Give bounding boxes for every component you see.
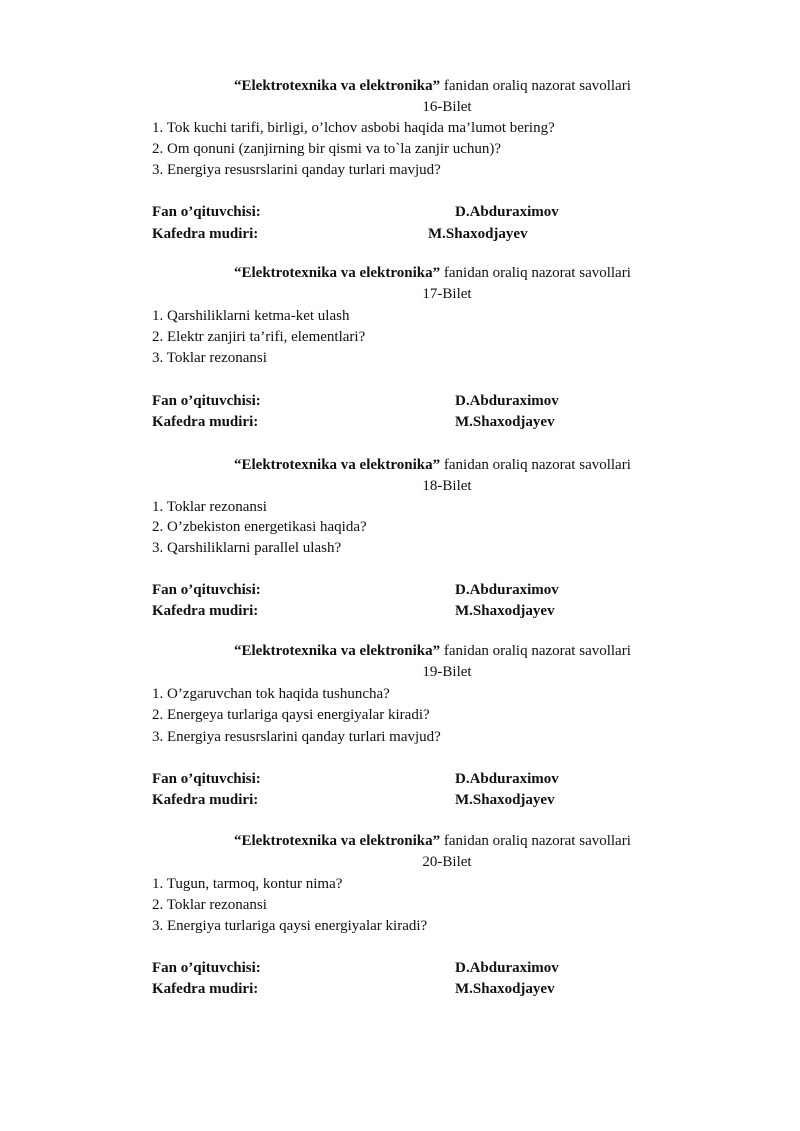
- teacher-label: Fan o’qituvchisi:: [152, 771, 261, 787]
- ticket-heading: [234, 641, 631, 662]
- subject-title: “Elektrotexnika va elektronika”: [234, 643, 441, 659]
- head-label: Kafedra mudiri:: [152, 981, 259, 997]
- ticket-heading: [234, 76, 631, 97]
- question-3: 3. Toklar rezonansi: [152, 350, 267, 366]
- teacher-label: Fan o’qituvchisi:: [152, 393, 261, 409]
- teacher-name: D.Abduraximov: [455, 393, 559, 409]
- heading-rest: fanidan oraliq nazorat savollari: [440, 457, 631, 473]
- heading-rest: fanidan oraliq nazorat savollari: [440, 643, 631, 659]
- question-3: 3. Energiya resusrslarini qanday turlari mavjud?: [152, 729, 441, 745]
- head-name: M.Shaxodjayev: [455, 414, 555, 430]
- question-3: 3. Energiya resusrslarini qanday turlari mavjud?: [152, 162, 441, 178]
- teacher-label: Fan o’qituvchisi:: [152, 960, 261, 976]
- heading-rest: fanidan oraliq nazorat savollari: [440, 78, 631, 94]
- heading-rest: fanidan oraliq nazorat savollari: [440, 265, 631, 281]
- subject-title: “Elektrotexnika va elektronika”: [234, 833, 441, 849]
- head-label: Kafedra mudiri:: [152, 226, 259, 242]
- question-1: 1. Tok kuchi tarifi, birligi, o’lchov asbobi haqida ma’lumot bering?: [152, 120, 555, 136]
- teacher-name: D.Abduraximov: [455, 204, 559, 220]
- subject-title: “Elektrotexnika va elektronika”: [234, 78, 441, 94]
- head-name: M.Shaxodjayev: [455, 603, 555, 619]
- head-name: M.Shaxodjayev: [455, 792, 555, 808]
- teacher-name: D.Abduraximov: [455, 960, 559, 976]
- question-2: 2. Om qonuni (zanjirning bir qismi va to`la zanjir uchun)?: [152, 141, 502, 157]
- head-name: M.Shaxodjayev: [455, 981, 555, 997]
- subject-title: “Elektrotexnika va elektronika”: [234, 265, 441, 281]
- ticket-heading: [234, 263, 631, 284]
- teacher-name: D.Abduraximov: [455, 771, 559, 787]
- ticket-number: 19-Bilet: [422, 664, 472, 680]
- ticket-number: 16-Bilet: [422, 99, 472, 115]
- head-label: Kafedra mudiri:: [152, 603, 259, 619]
- subject-title: “Elektrotexnika va elektronika”: [234, 457, 441, 473]
- ticket-number: 17-Bilet: [422, 286, 472, 302]
- heading-rest: fanidan oraliq nazorat savollari: [440, 833, 631, 849]
- head-label: Kafedra mudiri:: [152, 792, 259, 808]
- question-1: 1. O’zgaruvchan tok haqida tushuncha?: [152, 686, 390, 702]
- question-1: 1. Tugun, tarmoq, kontur nima?: [152, 876, 343, 892]
- teacher-label: Fan o’qituvchisi:: [152, 582, 261, 598]
- question-2: 2. O’zbekiston energetikasi haqida?: [152, 519, 367, 535]
- question-1: 1. Toklar rezonansi: [152, 499, 267, 515]
- question-2: 2. Energeya turlariga qaysi energiyalar kiradi?: [152, 707, 430, 723]
- head-label: Kafedra mudiri:: [152, 414, 259, 430]
- question-1: 1. Qarshiliklarni ketma-ket ulash: [152, 308, 350, 324]
- question-3: 3. Energiya turlariga qaysi energiyalar kiradi?: [152, 918, 428, 934]
- teacher-label: Fan o’qituvchisi:: [152, 204, 261, 220]
- question-2: 2. Toklar rezonansi: [152, 897, 267, 913]
- question-3: 3. Qarshiliklarni parallel ulash?: [152, 540, 342, 556]
- teacher-name: D.Abduraximov: [455, 582, 559, 598]
- ticket-heading: [234, 831, 631, 852]
- ticket-number: 18-Bilet: [422, 478, 472, 494]
- ticket-number: 20-Bilet: [422, 854, 472, 870]
- head-name: M.Shaxodjayev: [428, 226, 528, 242]
- ticket-heading: [234, 455, 631, 476]
- question-2: 2. Elektr zanjiri ta’rifi, elementlari?: [152, 329, 366, 345]
